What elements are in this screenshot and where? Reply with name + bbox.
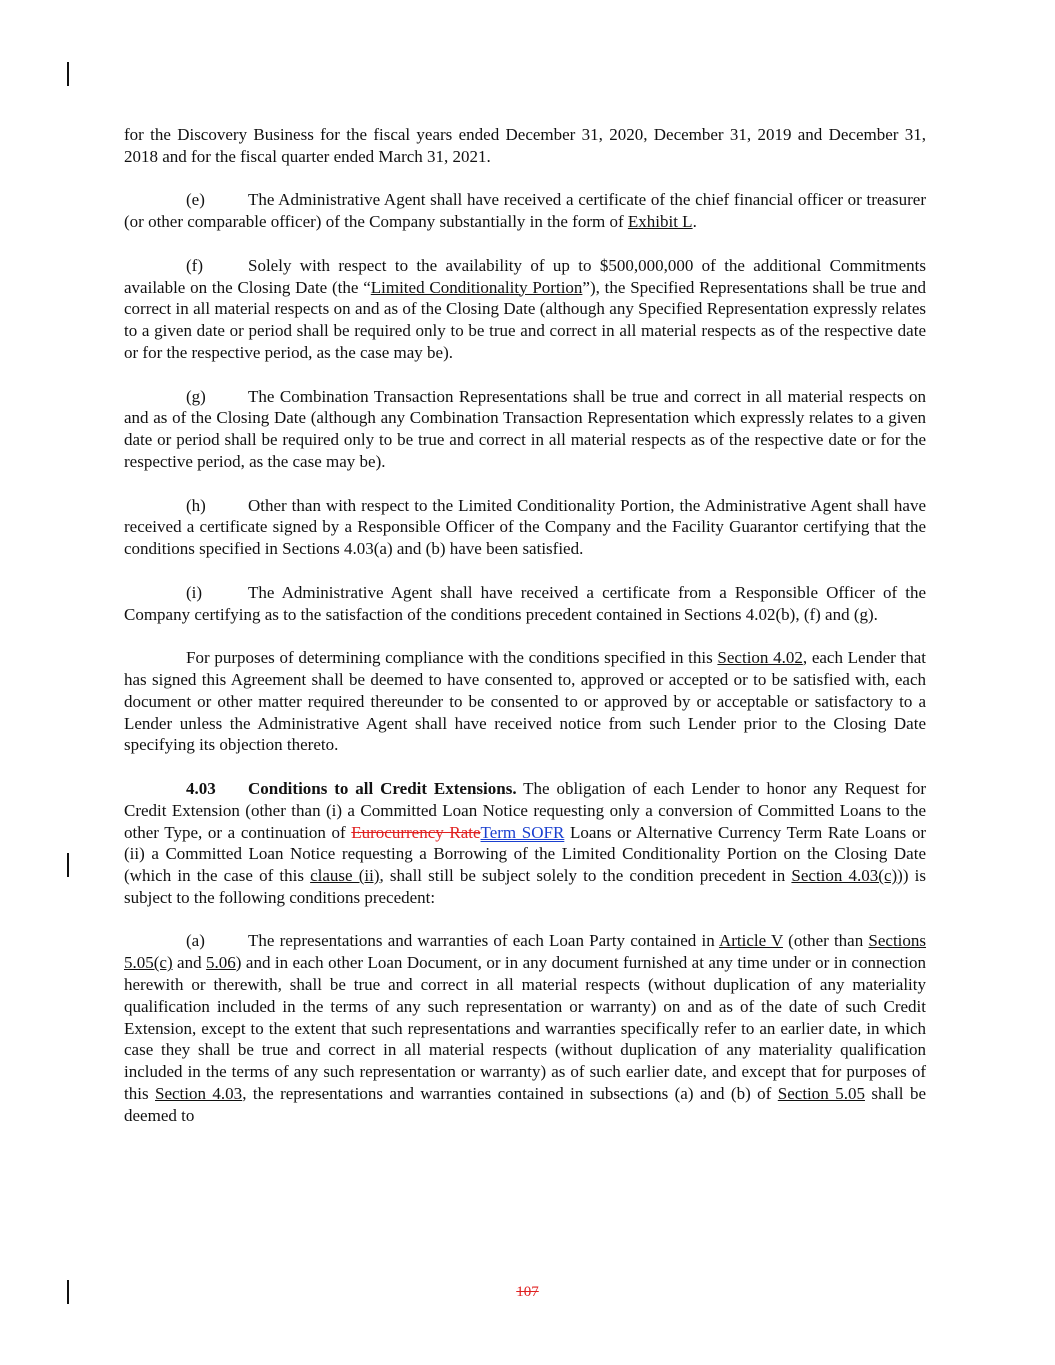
section-4-03: 4.03 Conditions to all Credit Extensions. The obligation of each Lender to honor any Request for Credit Extension (other than (i) a Committed Loan Notice requesting only a conversion of Committed Loans to the other Type, or a continuation of Eurocurrency RateTerm SOFR Loans or Alternative Currency Term Rate Loans or (ii) a Committed Loan Notice requesting a Borrowing of the Limited Conditionality Portion on the Closing Date (which in the case of this clause (ii), shall still be subject solely to the condition precedent in Section 4.03(c))) is subject to the following conditions precedent: — [124, 778, 927, 907]
sections-5-05c-link[interactable]: Sections 5.05(c) — [124, 931, 927, 973]
page-number: 107 — [516, 1284, 539, 1300]
section-4-02-link[interactable]: Section 4.02 — [717, 648, 803, 668]
paragraph-purposes: For purposes of determining compliance with the conditions specified in this Section 4.02, each Lender that has signed this Agreement shall be deemed to have consented to, approved or accepted or to be satisfied with, each document or other matter required thereunder to be consented to or approved by or acceptable or satisfactory to a Lender unless the Administrative Agent shall have received notice from such Lender prior to the Closing Date specifying its objection thereto. — [124, 648, 926, 755]
paragraph-label: (g) — [186, 386, 206, 406]
paragraph-continuation: for the Discovery Business for the fiscal years ended December 31, 2020, December 31, 2019 and December 31, 2018 and for the fiscal quarter ended March 31, 2021. — [124, 125, 926, 166]
paragraph-i: (i) The Administrative Agent shall have received a certificate from a Responsible Officer of the Company certifying as to the satisfaction of the conditions precedent contained in Sections 4.02(b), (f) and (g). — [124, 582, 926, 624]
exhibit-l-link[interactable]: Exhibit L — [627, 212, 693, 232]
section-heading: Conditions to all Credit Extensions. — [248, 778, 517, 798]
article-v-link[interactable]: Article V — [718, 931, 783, 951]
paragraph-h: (h) Other than with respect to the Limited Conditionality Portion, the Administrative Agent shall have received a certificate signed by a Responsible Officer of the Company and the Facility Guarantor certifying that the conditions specified in Sections 4.03(a) and (b) have been satisfied. — [124, 495, 926, 559]
paragraph-e: (e) The Administrative Agent shall have received a certificate of the chief financial officer or treasurer (or other comparable officer) of the Company substantially in the form of Exhibit L. — [124, 190, 926, 232]
paragraph-label: (f) — [186, 255, 203, 275]
paragraph-label: (i) — [186, 582, 203, 602]
paragraph-g: (g) The Combination Transaction Representations shall be true and correct in all material respects on and as of the Closing Date (although any Combination Transaction Representation which expressly relates to a given date or period shall be required only to be true and correct in all material respects as of the respective date or for the respective period, as the case may be). — [124, 386, 926, 471]
section-5-05-link[interactable]: Section 5.05 — [777, 1084, 865, 1104]
limited-conditionality-portion-term: Limited Conditionality Portion — [370, 277, 583, 297]
section-number: 4.03 — [186, 778, 216, 798]
paragraph-a: (a) The representations and warranties of each Loan Party contained in Article V (other than Sections 5.05(c) and 5.06) and in each other Loan Document, or in any document furnished at any time under or in connection herewith or therewith, shall be true and correct in all material respects (without duplication of any materiality qualification included in the terms of any such representation or warranty) on and as of the date of such Credit Extension, except to the extent that such representations and warranties specifically refer to an earlier date, in which case they shall be true and correct in all material respects (without duplication of any materiality qualification included in the terms of any such representation or warranty) as of such earlier date, and except that for purposes of this Section 4.03, the representations and warranties contained in subsections (a) and (b) of Section 5.05 shall be deemed to — [124, 931, 927, 1125]
paragraph-label: (h) — [186, 495, 206, 515]
change-bar-top — [67, 62, 69, 86]
inserted-text: Term SOFR — [480, 822, 565, 842]
section-4-03-link[interactable]: Section 4.03 — [155, 1084, 243, 1104]
deleted-text: Eurocurrency Rate — [351, 822, 481, 842]
document-page — [124, 124, 926, 1148]
section-5-06-link[interactable]: 5.06 — [206, 953, 236, 973]
clause-ii-link[interactable]: clause (ii) — [310, 866, 380, 886]
section-4-03c-link[interactable]: Section 4.03(c) — [791, 866, 898, 886]
paragraph-f: (f) Solely with respect to the availability of up to $500,000,000 of the additional Commitments available on the Closing Date (the “Limited Conditionality Portion”), the Specified Representations shall be true and correct in all material respects on and as of the Closing Date (although any Specified Representation expressly relates to a given date or period shall be required only to be true and correct in all material respects as of the respective date or for the respective period, as the case may be). — [124, 255, 926, 362]
change-bar-middle — [67, 853, 69, 877]
paragraph-label: (a) — [186, 931, 205, 951]
paragraph-label: (e) — [186, 190, 205, 210]
